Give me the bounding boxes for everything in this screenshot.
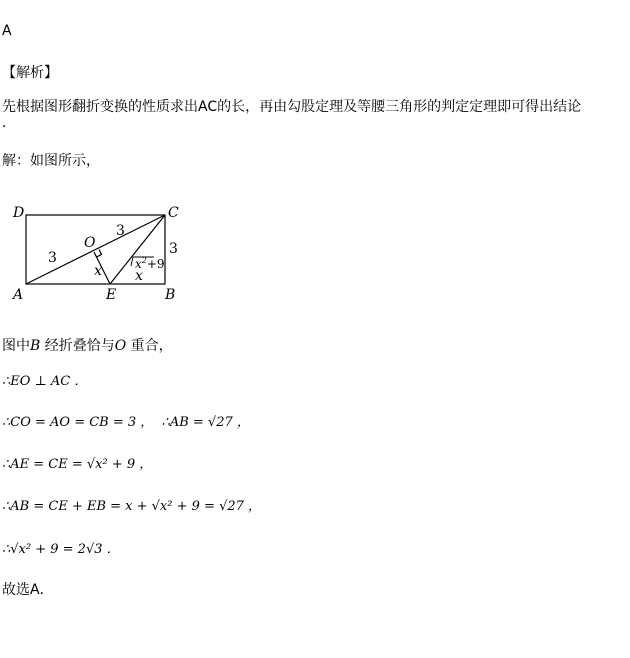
step-3: [2, 414, 250, 432]
conclusion: 故选A．: [2, 582, 54, 598]
step-4: ∴AE = CE = √x² + 9 ，: [2, 457, 153, 472]
label-A: A: [13, 287, 24, 303]
label-D: D: [13, 205, 25, 221]
label-O: O: [84, 235, 96, 251]
rectangle-fold-figure: [8, 198, 198, 308]
step-5: ∴AB = CE + EB = x + √x² + 9 = √27 ，: [2, 499, 262, 514]
step-2: ∴EO ⊥ AC ．: [2, 374, 88, 389]
right-angle-mark: [97, 250, 102, 258]
label-OE: x: [94, 263, 102, 279]
intro-line-2: ．: [2, 115, 16, 131]
step-3-part-a: ∴CO = AO = CB = 3 ，: [2, 415, 154, 430]
label-B: B: [165, 287, 176, 303]
intro-line-1: 先根据图形翻折变换的性质求出AC的长，再由勾股定理及等腰三角形的判定定理即可得出结论: [2, 99, 582, 115]
point-b-ref: B: [30, 338, 41, 354]
label-E: E: [106, 287, 117, 303]
step-1-suffix: 重合，: [126, 338, 173, 354]
step-6: ∴√x² + 9 = 2√3 ．: [2, 542, 120, 557]
step-1-prefix: 图中: [2, 338, 30, 354]
solution-label: 解：如图所示，: [2, 153, 100, 169]
answer-text: A: [2, 23, 12, 39]
section-title: 【解析】: [2, 65, 58, 81]
point-o-ref: O: [114, 338, 127, 354]
label-EB: x: [135, 268, 143, 284]
label-CB: 3: [169, 241, 178, 257]
label-CE: $x^2+9$: [135, 256, 165, 271]
step-1-mid: 经折叠恰与: [40, 338, 115, 354]
label-OC: 3: [116, 223, 125, 239]
step-3-part-b: ∴AB = √27 ，: [161, 415, 250, 430]
step-1: [2, 337, 173, 355]
label-C: C: [168, 205, 179, 221]
label-AO: 3: [48, 250, 57, 266]
